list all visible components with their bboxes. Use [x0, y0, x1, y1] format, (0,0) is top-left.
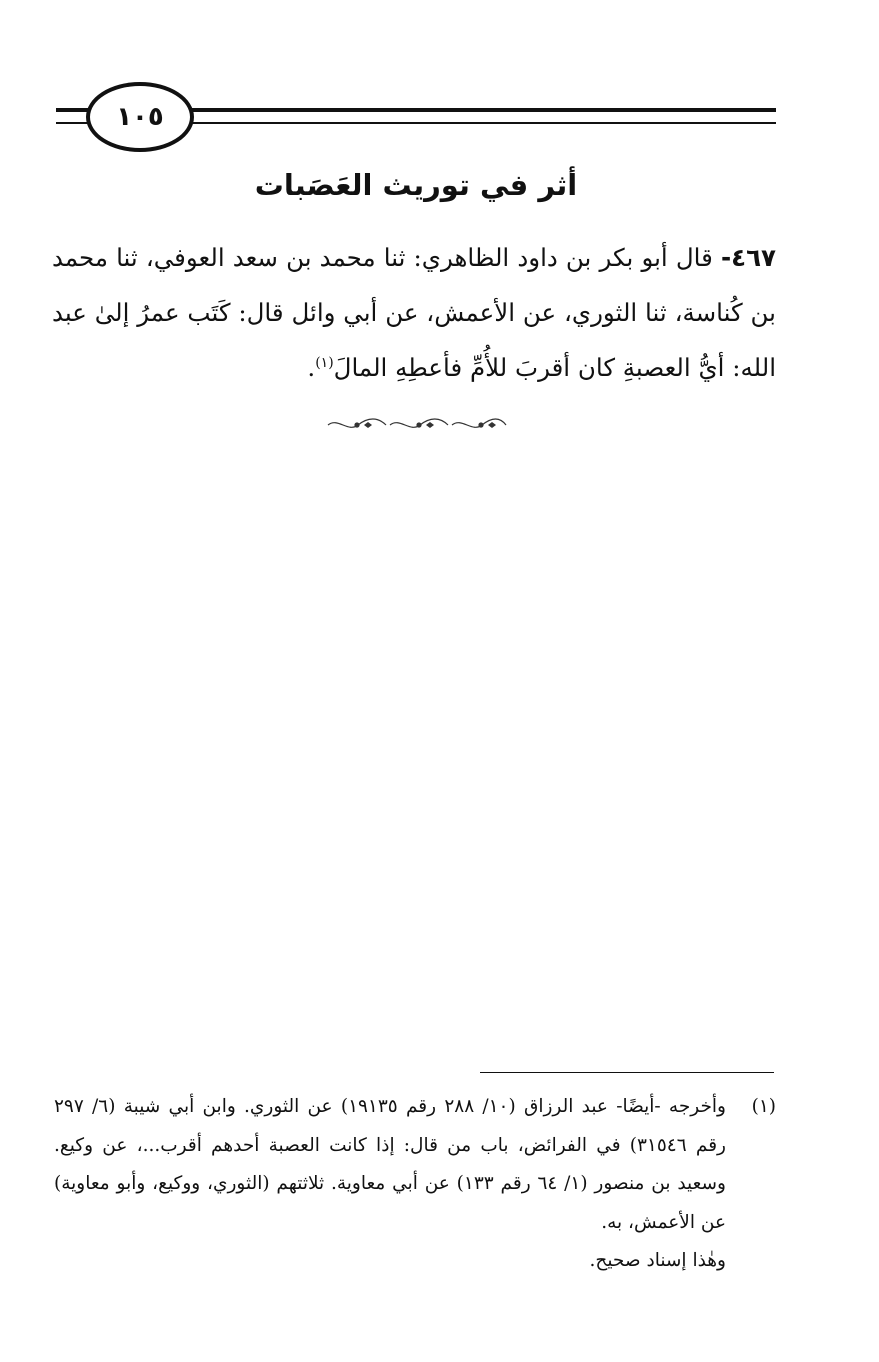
footnote — [54, 1088, 776, 1281]
footnote-text: وأخرجه -أيضًا- عبد الرزاق (١٠/ ٢٨٨ رقم ١٩١٣٥) عن الثوري. وابن أبي شيبة (٦/ ٢٩٧ رقم ٣١٥٤٦) في الفرائض، باب من قال: إذا كانت العصبة أحدهم أقرب...، عن وكيع. وسعيد بن منصور (١/ ٦٤ رقم ١٣٣) عن أبي معاوية. ثلاثتهم (الثوري، ووكيع، وأبو معاوية) عن الأعمش، به. — [54, 1096, 726, 1233]
ornament-divider — [324, 415, 510, 435]
footnote-conclusion: وهٰذا إسناد صحيح. — [589, 1250, 726, 1271]
page-header — [56, 80, 776, 152]
footnote-separator — [480, 1072, 774, 1073]
footnote-reference: (١) — [315, 354, 334, 371]
page-number: ١٠٥ — [86, 82, 194, 152]
narration-end: . — [307, 353, 316, 382]
narration-text: قال أبو بكر بن داود الظاهري: ثنا محمد بن سعد العوفي، ثنا محمد بن كُناسة، ثنا الثوري، عن الأعمش، عن أبي وائل قال: كَتَب عمرُ إلىٰ عبد الله: أيُّ العصبةِ كان أقربَ للأُمِّ فأعطِهِ المالَ — [52, 243, 776, 382]
footnote-body — [54, 1088, 726, 1281]
main-paragraph — [52, 230, 776, 395]
section-title: أثر في توريث العَصَبات — [254, 168, 578, 202]
footnote-marker: (١) — [751, 1096, 776, 1117]
narration-number: ٤٦٧- — [720, 243, 776, 272]
